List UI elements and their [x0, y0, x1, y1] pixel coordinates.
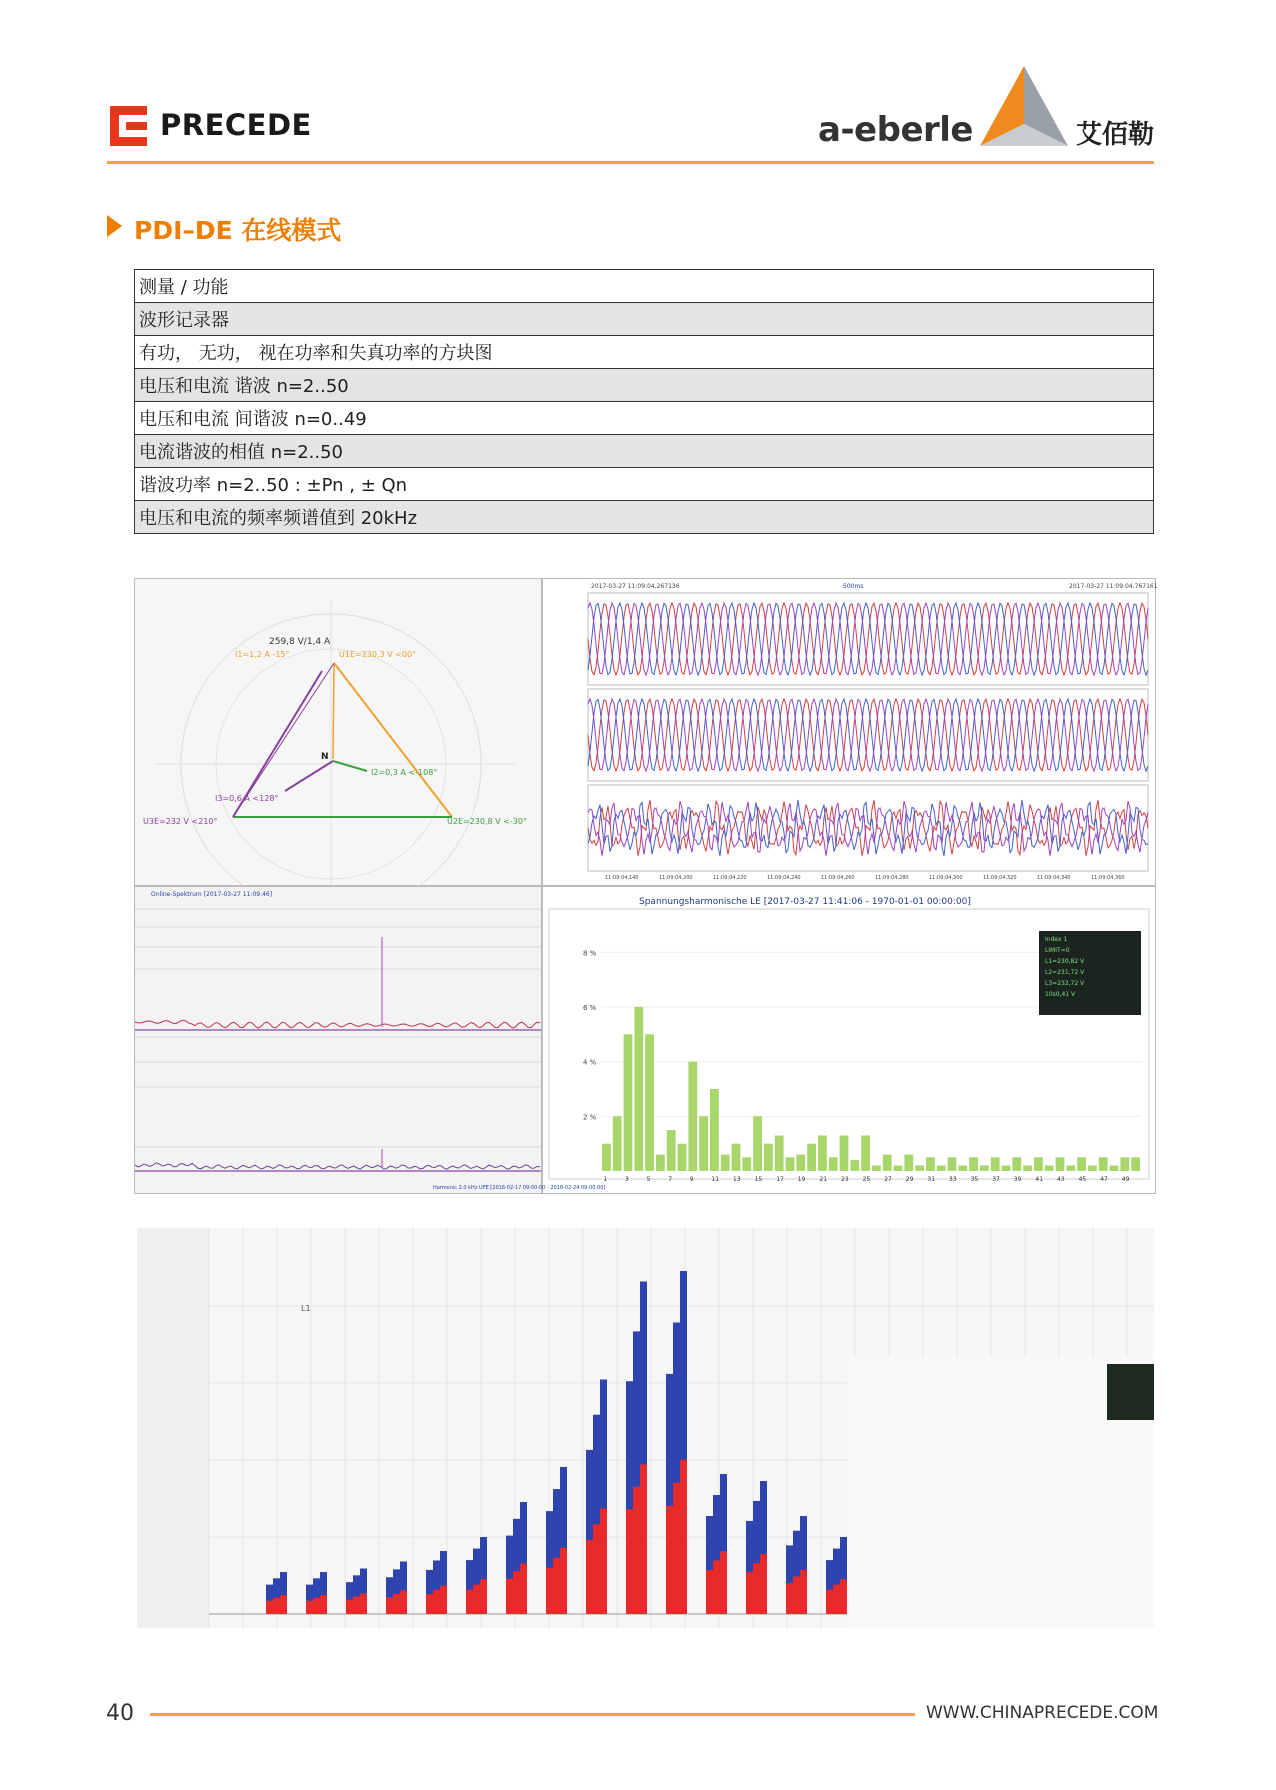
voltage-harmonics-screen — [433, 886, 1156, 1194]
spectrum-bar-segment — [720, 1551, 727, 1614]
aeberle-triangle-logo — [976, 64, 1072, 148]
brand-precede: PRECEDE — [160, 108, 312, 142]
harm-x-tick: 43 — [1057, 1176, 1065, 1183]
harm-x-tick: 37 — [992, 1176, 1000, 1183]
wave-time-tick: 11:09:04,240 — [767, 875, 801, 881]
harm-x-tick: 47 — [1100, 1176, 1108, 1183]
harmonic-bar — [764, 1144, 773, 1171]
harm-legend-entry: L1=230,82 V — [1045, 958, 1085, 965]
wave-header-left: 2017-03-27 11:09:04,267136 — [591, 583, 680, 590]
spectrum-bar-segment — [633, 1487, 640, 1614]
phasor-i1-label: I1=1,2 A -15° — [235, 650, 290, 659]
spectrum-bar-segment — [480, 1579, 487, 1614]
harm-x-tick: 15 — [754, 1176, 763, 1183]
harmonic-bar — [710, 1089, 719, 1171]
brand-aeberle: a-eberle — [818, 110, 973, 150]
table-row — [135, 369, 1154, 402]
harm-legend-entry: LIMIT=0 — [1045, 947, 1070, 954]
spectrum-bar-segment — [640, 1464, 647, 1614]
harmonic-bar — [840, 1136, 849, 1172]
harmonic-bar — [980, 1166, 989, 1172]
table-row — [135, 336, 1154, 369]
harmonic-bar — [1023, 1166, 1032, 1172]
harm-x-tick: 29 — [905, 1176, 914, 1183]
table-cell: 电压和电流 谐波 n=2..50 — [135, 369, 1154, 402]
phasor-i3-label: I3=0,6 A <128° — [215, 794, 279, 803]
harm-x-tick: 33 — [949, 1176, 957, 1183]
online-spectrum-screen — [134, 886, 542, 1194]
harmonic-bar — [926, 1157, 935, 1171]
phasor-neutral-label: N — [321, 752, 329, 762]
phasor-top-label: 259,8 V/1,4 A — [269, 637, 331, 647]
harm-x-tick: 3 — [625, 1176, 629, 1183]
spectrum-bar-segment — [553, 1558, 560, 1614]
harmonic-bar — [786, 1157, 795, 1171]
harmonic-bar — [1088, 1166, 1097, 1172]
spectrum-bar-segment — [713, 1560, 720, 1614]
harmonic-bar — [732, 1144, 741, 1171]
harmonic-bar — [937, 1166, 946, 1172]
harm-legend-entry: L3=232,72 V — [1045, 980, 1085, 987]
table-row — [135, 435, 1154, 468]
spectrum-bar-segment — [593, 1524, 600, 1614]
harmonic-bar — [678, 1144, 687, 1171]
spectrum-bar-segment — [626, 1509, 633, 1614]
table-cell: 电流谐波的相值 n=2..50 — [135, 435, 1154, 468]
spectrum-bar-segment — [473, 1585, 480, 1614]
wave-time-tick: 11:09:04,260 — [821, 875, 855, 881]
harm-legend-entry: 10s0,41 V — [1045, 991, 1076, 998]
harmonic-bar — [1131, 1157, 1140, 1171]
harm-x-tick: 31 — [927, 1176, 936, 1183]
harmonic-bar — [1002, 1166, 1011, 1172]
harmonic-bar — [1110, 1166, 1119, 1172]
harmonic-bar — [829, 1157, 838, 1171]
feature-table — [134, 269, 1154, 534]
harm-title: Spannungsharmonische LE [2017-03-27 11:41:06 - 1970-01-01 00:00:00] — [639, 897, 971, 907]
stacked-spectrum-plot — [137, 1228, 1154, 1628]
spectrum-bar-segment — [513, 1571, 520, 1614]
harm-legend-entry: L2=231,72 V — [1045, 969, 1085, 976]
harmonic-bar — [656, 1155, 665, 1171]
wave-time-tick: 11:09:04,360 — [1091, 875, 1125, 881]
harm-x-tick: 13 — [733, 1176, 741, 1183]
harmonic-bar — [894, 1166, 903, 1172]
spectrum-bar-segment — [793, 1577, 800, 1614]
harmonic-bar — [1066, 1166, 1075, 1172]
spectrum-bar-segment — [753, 1563, 760, 1614]
spectrum-bar-segment — [600, 1508, 607, 1614]
wave-header-mid: 500ms — [843, 583, 864, 590]
harm-x-tick: 19 — [797, 1176, 806, 1183]
harmonic-bar — [807, 1144, 816, 1171]
harm-x-tick: 41 — [1035, 1176, 1044, 1183]
harmonic-bar — [645, 1034, 654, 1171]
waveform-plot — [543, 579, 1158, 885]
harmonic-bar — [969, 1157, 978, 1171]
harmonic-bar — [1045, 1166, 1054, 1172]
harm-x-tick: 7 — [668, 1176, 673, 1183]
harmonic-bar — [721, 1155, 730, 1171]
page-number: 40 — [106, 1701, 134, 1726]
phasor-u1-label: U1E=230,3 V <00° — [339, 650, 417, 659]
harm-y-tick: 2 % — [583, 1113, 597, 1122]
harm-y-tick: 8 % — [583, 949, 597, 958]
footer-divider — [150, 1713, 915, 1716]
harmonic-bar — [613, 1116, 622, 1171]
section-title: PDI–DE 在线模式 — [134, 216, 342, 245]
spectrum-bar-segment — [346, 1600, 353, 1614]
footer-website: WWW.CHINAPRECEDE.COM — [926, 1703, 1159, 1723]
spectrum-bar-segment — [386, 1597, 393, 1614]
harmonic-bar — [958, 1166, 967, 1172]
harmonic-bar — [850, 1160, 859, 1171]
harmonic-bar — [1056, 1157, 1065, 1171]
harmonic-bar — [688, 1062, 697, 1171]
spectrum-bar-segment — [360, 1594, 367, 1614]
spectrum-bar-segment — [313, 1598, 320, 1614]
spectrum-bar-segment — [826, 1590, 833, 1614]
header-divider — [107, 161, 1154, 164]
phasor-diagram-screen — [134, 578, 542, 886]
spectrum-bar-segment — [506, 1579, 513, 1614]
spectrum-bar-segment — [673, 1483, 680, 1614]
big-legend-tag: L1 — [301, 1304, 311, 1313]
phasor-u2-label: U2E=230,8 V <-30° — [447, 817, 527, 826]
harm-x-tick: 9 — [689, 1176, 694, 1183]
harmonic-spectrum-screen — [137, 1228, 1154, 1628]
spectrum-bar-segment — [786, 1583, 793, 1614]
harmonic-bar — [883, 1155, 892, 1171]
wave-time-tick: 11:09:04,340 — [1037, 875, 1071, 881]
harmonic-bar — [699, 1116, 708, 1171]
harmonic-bar — [1012, 1157, 1021, 1171]
harmonic-bar — [1120, 1157, 1129, 1171]
spectrum-bar-segment — [840, 1579, 847, 1614]
spectrum-bar-segment — [666, 1506, 673, 1614]
table-cell: 测量 / 功能 — [135, 270, 1154, 303]
table-row — [135, 468, 1154, 501]
harm-x-tick: 17 — [776, 1176, 784, 1183]
wave-time-tick: 11:09:04,200 — [659, 875, 693, 881]
harmonic-bar — [634, 1007, 643, 1171]
table-row — [135, 402, 1154, 435]
table-row — [135, 270, 1154, 303]
harmonic-bar — [991, 1157, 1000, 1171]
harm-x-tick: 39 — [1013, 1176, 1022, 1183]
spectrum-bar-segment — [353, 1597, 360, 1614]
spectrum-bar-segment — [393, 1594, 400, 1614]
harmonic-bar — [904, 1155, 913, 1171]
play-arrow-icon — [107, 215, 122, 237]
spectrum-bar-segment — [266, 1601, 273, 1614]
harmonic-bar — [742, 1157, 751, 1171]
harmonic-bar — [1099, 1157, 1108, 1171]
wave-header-right: 2017-03-27 11:09:04,767161 — [1069, 583, 1158, 590]
spectrum-bar-segment — [273, 1598, 280, 1614]
harm-legend-entry: Index 1 — [1045, 936, 1068, 943]
harmonic-bar — [948, 1157, 957, 1171]
harm-footer: Harmonic 2.0 kHz UFE [2018-02-17 09:00:00 - 2018-02-24 09:00:00] — [433, 1185, 606, 1191]
harmonic-bar — [602, 1144, 611, 1171]
waveform-recorder-screen — [542, 578, 1156, 886]
harmonic-bar — [667, 1130, 676, 1171]
spectrum-bar-segment — [546, 1568, 553, 1614]
big-legend-box — [1107, 1364, 1154, 1420]
harmonic-bar — [753, 1116, 762, 1171]
table-cell: 谐波功率 n=2..50 : ±Pn , ± Qn — [135, 468, 1154, 501]
table-cell: 有功， 无功， 视在功率和失真功率的方块图 — [135, 336, 1154, 369]
table-row — [135, 303, 1154, 336]
spectrum-bar-segment — [680, 1460, 687, 1614]
harm-y-tick: 6 % — [583, 1004, 597, 1012]
spectrum-bar-segment — [800, 1570, 807, 1614]
table-row — [135, 501, 1154, 534]
spectrum-bar-segment — [560, 1548, 567, 1614]
spectrum-bar-segment — [466, 1590, 473, 1614]
spectrum-bar-segment — [746, 1572, 753, 1614]
wave-time-tick: 11:09:04,300 — [929, 875, 963, 881]
wave-time-tick: 11:09:04,280 — [875, 875, 909, 881]
phasor-i2-label: I2=0,3 A <-108° — [371, 768, 438, 777]
harm-y-tick: 4 % — [583, 1058, 597, 1067]
spectrum-bar-segment — [440, 1586, 447, 1614]
spectrum-bar-segment — [280, 1595, 287, 1614]
spectrum-bar-segment — [586, 1540, 593, 1614]
spectrum-bar-segment — [306, 1601, 313, 1614]
harmonic-bar — [796, 1155, 805, 1171]
precede-logo — [110, 106, 147, 146]
harmonic-bar — [775, 1136, 784, 1172]
table-cell: 电压和电流 间谐波 n=0..49 — [135, 402, 1154, 435]
harmonic-bar — [915, 1166, 924, 1172]
harmonic-bar — [1034, 1157, 1043, 1171]
harm-x-tick: 25 — [862, 1176, 871, 1183]
harm-x-tick: 49 — [1121, 1176, 1130, 1183]
harm-x-tick: 27 — [884, 1176, 892, 1183]
table-cell: 电压和电流的频率频谱值到 20kHz — [135, 501, 1154, 534]
harmonic-bar — [861, 1136, 870, 1172]
phasor-diagram — [135, 579, 541, 885]
harm-x-tick: 45 — [1078, 1176, 1087, 1183]
harmonic-bar — [872, 1166, 881, 1172]
spectrum-bar-segment — [520, 1564, 527, 1614]
harm-x-tick: 35 — [970, 1176, 979, 1183]
brand-aeberle-cn: 艾佰勒 — [1076, 120, 1155, 150]
harm-x-tick: 23 — [841, 1176, 849, 1183]
harm-x-tick: 11 — [711, 1176, 720, 1183]
wave-time-tick: 11:09:04,140 — [605, 875, 639, 881]
wave-time-tick: 11:09:04,320 — [983, 875, 1017, 881]
wave-time-tick: 11:09:04,220 — [713, 875, 747, 881]
spectrum-header: Online-Spektrum [2017-03-27 11:09:46] — [151, 891, 273, 898]
spectrum-bar-segment — [426, 1594, 433, 1614]
spectrum-bar-segment — [400, 1590, 407, 1614]
spectrum-bar-segment — [706, 1570, 713, 1614]
spectrum-bar-segment — [433, 1590, 440, 1614]
spectrum-bar-segment — [320, 1595, 327, 1614]
phasor-u3-label: U3E=232 V <210° — [143, 817, 218, 826]
harmonic-bar — [624, 1034, 633, 1171]
spectrum-plot — [135, 887, 541, 1193]
harmonics-bar-chart — [433, 887, 1155, 1193]
harmonic-bar — [1077, 1157, 1086, 1171]
table-cell: 波形记录器 — [135, 303, 1154, 336]
harm-x-tick: 21 — [819, 1176, 828, 1183]
harmonic-bar — [818, 1136, 827, 1172]
spectrum-bar-segment — [760, 1554, 767, 1614]
harm-x-tick: 5 — [646, 1176, 651, 1183]
spectrum-bar-segment — [833, 1585, 840, 1614]
harm-x-tick: 1 — [603, 1176, 608, 1183]
